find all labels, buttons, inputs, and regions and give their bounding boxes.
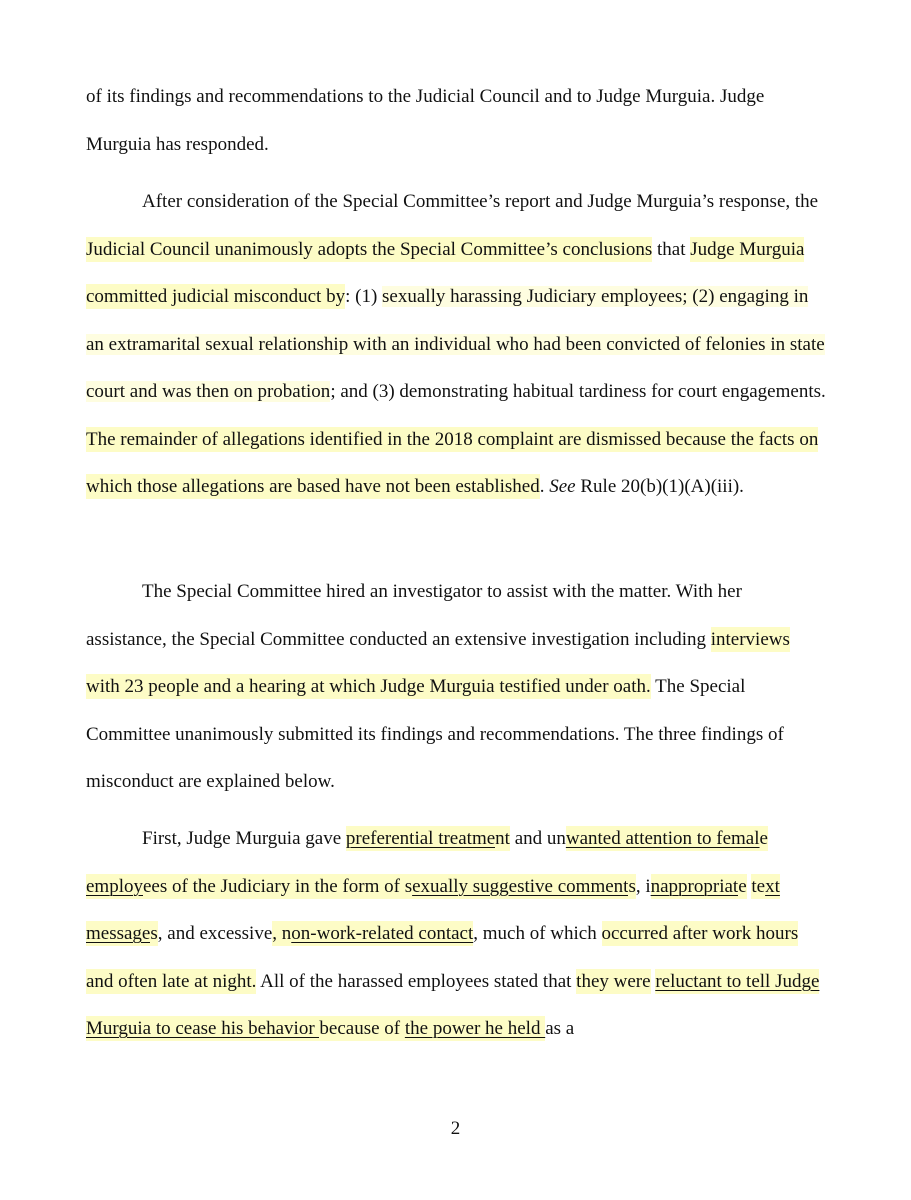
highlight-committed-misconduct: Judge Murguia committed judicial misconduct by xyxy=(86,238,805,307)
underline-suggestive-comments: exually suggestive comment xyxy=(412,875,629,897)
p3-text: The Special Committee unanimously submitted its findings and recommendations. The three findings of misconduct are explained below. xyxy=(86,676,784,792)
underline-employ: employ xyxy=(86,875,143,897)
paragraph-2 xyxy=(86,178,826,511)
highlight-fragment: te xyxy=(751,875,766,897)
highlight-fragment: s xyxy=(628,875,636,897)
underline-non-work-contact: on-work-related contact xyxy=(291,923,474,944)
highlight-fragment: s xyxy=(150,923,158,944)
see-signal: See xyxy=(549,476,576,497)
highlight-findings-list: sexually harassing Judiciary employees; (2) engaging in an extramarital sexual relationship with an individual who had been convicted of felonies in state court and was then on probation xyxy=(86,286,825,402)
highlight-after-hours: occurred after work hours and often late at night. xyxy=(86,923,799,992)
paragraph-3 xyxy=(86,568,826,806)
p2-text: : (1) xyxy=(345,286,383,307)
underline-preferential: preferential treatme xyxy=(345,828,496,849)
paragraph-4 xyxy=(86,815,826,1053)
highlight-fragment: nt xyxy=(495,828,510,849)
p4-text: , i xyxy=(635,875,651,897)
page-number: 2 xyxy=(450,1118,461,1139)
p2-text: After consideration of the Special Committee’s report and Judge Murguia’s response, the xyxy=(142,191,819,212)
highlight-remainder-dismissed: The remainder of allegations identified in the 2018 complaint are dismissed because the facts on which those allegations are based have not been established xyxy=(86,428,819,497)
p4-text: First, Judge Murguia gave xyxy=(142,828,346,849)
underline-text-messages: xt message xyxy=(86,875,780,944)
p2-text: ; and (3) demonstrating habitual tardiness for court engagements. xyxy=(330,381,826,402)
underline-reluctant: reluctant to tell Judge Murguia to cease his behavior xyxy=(86,970,820,1039)
p4-text: , much of which xyxy=(473,923,602,944)
p3-text: The Special Committee hired an investigator to assist with the matter. With her assistance, the Special Committee conducted an extensive investigation including xyxy=(86,581,742,650)
underline-power-held: the power he held xyxy=(404,1018,546,1039)
highlight-interviews: interviews with 23 people and a hearing at which Judge Murguia testified under oath. xyxy=(86,628,790,697)
underline-inappropriate: nappropriat xyxy=(650,875,739,897)
highlight-they-were: they were xyxy=(576,970,651,992)
p4-text: All of the harassed employees stated that xyxy=(256,970,577,992)
p4-text: as a xyxy=(545,1018,575,1039)
highlight-because-of: because of xyxy=(319,1018,405,1039)
paragraph-1 xyxy=(86,73,826,168)
highlight-fragment: , n xyxy=(272,923,292,944)
p4-text: , and excessive xyxy=(157,923,273,944)
highlight-fragment: e xyxy=(759,828,768,849)
highlight-council-adopts: Judicial Council unanimously adopts the Special Committee’s conclusions xyxy=(86,238,653,260)
highlight-fragment: e xyxy=(738,875,747,897)
p2-text: Rule 20(b)(1)(A)(iii). xyxy=(575,476,744,497)
highlight-employees: ees of the Judiciary in the form of s xyxy=(143,875,413,897)
p2-text: . xyxy=(539,476,550,497)
p1-text: of its findings and recommendations to the Judicial Council and to Judge Murguia. Judge Murguia has responded. xyxy=(86,86,765,155)
p4-text: and un xyxy=(509,828,566,849)
underline-unwanted-attention: wanted attention to femal xyxy=(565,828,760,849)
p2-text: that xyxy=(652,238,691,260)
